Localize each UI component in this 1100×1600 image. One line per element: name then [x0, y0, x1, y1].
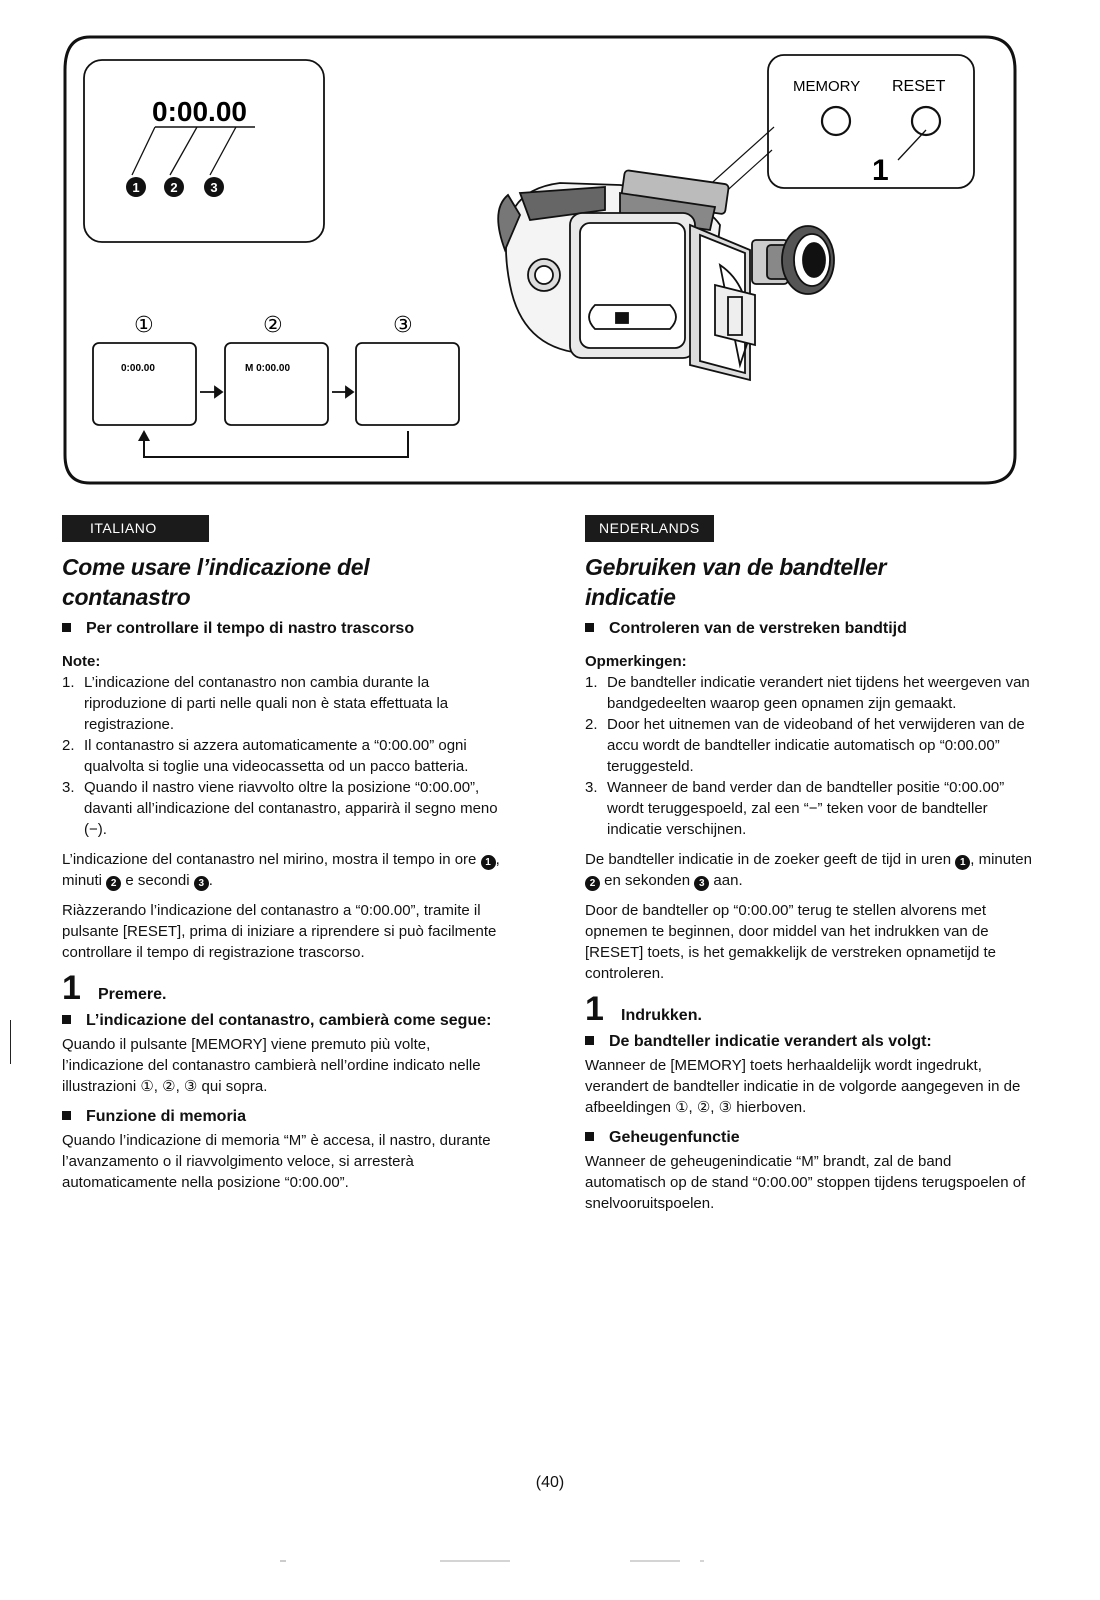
step: 1 Indrukken. — [585, 990, 702, 1028]
return-loop-arrow — [144, 431, 408, 457]
language-tag: ITALIANO — [62, 515, 209, 542]
counter-display-text: 0:00.00 — [152, 96, 247, 127]
list-item: 1. L’indicazione del contanastro non cambia durante la riproduzione di parti nelle quali non è stata effettuata la registrazione. — [62, 674, 449, 733]
seq-screen-2 — [225, 343, 328, 425]
arrow-right-icon — [332, 387, 353, 397]
seq-screen-1 — [93, 343, 196, 425]
paragraph: L’indicazione del contanastro nel mirino, mostra il tempo in ore 1 , minuti 2 e secondi 3 . — [62, 851, 500, 889]
list-item: 3. Quando il nastro viene riavvolto oltre la posizione “0:00.00”, davanti all’indicazione del contanastro, apparirà il segno meno (−). — [62, 779, 498, 838]
language-tag: NEDERLANDS — [585, 515, 714, 542]
subheading: De bandteller indicatie verandert als volgt: — [585, 1031, 1035, 1052]
subheading: Controleren van de verstreken bandtijd — [585, 618, 1035, 639]
section-title: Gebruiken van de bandteller indicatie — [585, 554, 887, 610]
dutch-column — [585, 515, 1035, 1214]
svg-text:M 0:00.00: M 0:00.00 — [245, 363, 291, 374]
circled-two-icon: 2 — [585, 876, 600, 891]
circled-number-3 — [204, 177, 224, 197]
camcorder-illustration — [60, 35, 1020, 495]
list-item: 1. De bandteller indicatie verandert niet tijdens het weergeven van bandgedeelten waarop geen opnamen zijn gemaakt. — [585, 674, 1030, 712]
svg-text:1: 1 — [132, 180, 140, 195]
seq-label-2: ② — [263, 313, 283, 338]
subheading: Geheugenfunctie — [585, 1127, 1035, 1148]
circled-three-icon: 3 — [694, 876, 709, 891]
notes-list — [62, 672, 502, 840]
circled-number-2 — [164, 177, 184, 197]
notes-list — [585, 672, 1035, 840]
scan-specks — [280, 1558, 920, 1564]
subheading: L’indicazione del contanastro, cambierà come segue: — [62, 1010, 502, 1031]
memory-label: MEMORY — [793, 78, 861, 95]
list-item: 3. Wanneer de band verder dan de bandteller positie “0:00.00” wordt teruggespoeld, zal een “−” teken voor de bandteller indicatie verschijnen. — [585, 779, 1005, 838]
reset-label: RESET — [892, 78, 946, 95]
arrow-up-icon — [138, 430, 150, 441]
notes-heading: Note: — [62, 653, 101, 670]
subheading: Funzione di memoria — [62, 1106, 502, 1127]
list-item: 2. Door het uitnemen van de videoband of het verwijderen van de accu wordt de bandteller indicatie automatisch op “0:00.00” teruggesteld. — [585, 716, 1025, 775]
seq-label-3: ③ — [393, 313, 413, 338]
paragraph: Quando il pulsante [MEMORY] viene premuto più volte, l’indicazione del contanastro cambierà nell’ordine indicato nelle illustrazioni ①, ②, ③ qui sopra. — [62, 1036, 481, 1095]
step: 1 Premere. — [62, 969, 167, 1007]
notes-heading: Opmerkingen: — [585, 653, 687, 670]
counter-display-inset — [84, 60, 324, 242]
buttons-inset — [768, 55, 974, 188]
paragraph: Wanneer de [MEMORY] toets herhaaldelijk wordt ingedrukt, verandert de bandteller indicatie in de volgorde aangegeven in de afbeeldingen ①, ②, ③ hierboven. — [585, 1057, 1021, 1116]
circled-one-icon: 1 — [481, 855, 496, 870]
camcorder-drawing — [498, 170, 834, 380]
paragraph: Door de bandteller op “0:00.00” terug te stellen alvorens met opnemen te beginnen, door middel van het indrukken van de [RESET] toets, is het gemakkelijk de verstreken opnametijd te controleren. — [585, 902, 997, 982]
circled-number-1 — [126, 177, 146, 197]
circled-two-icon: 2 — [106, 876, 121, 891]
margin-line — [10, 1020, 11, 1064]
seq-label-1: ① — [134, 313, 154, 338]
paragraph: Quando l’indicazione di memoria “M” è accesa, il nastro, durante l’avanzamento o il riavvolgimento veloce, si arresterà automaticamente nella posizione “0:00.00”. — [62, 1132, 491, 1191]
list-item: 2. Il contanastro si azzera automaticamente a “0:00.00” ogni qualvolta si toglie una videocassetta od un pacco batteria. — [62, 737, 469, 775]
paragraph: De bandteller indicatie in de zoeker geeft de tijd in uren 1 , minuten 2 en sekonden 3 aan. — [585, 851, 1032, 889]
arrow-right-icon — [200, 387, 222, 397]
page-number: (40) — [535, 1474, 565, 1491]
step-number-label: 1 — [872, 154, 889, 187]
circled-three-icon: 3 — [194, 876, 209, 891]
circled-one-icon: 1 — [955, 855, 970, 870]
svg-text:0:00.00: 0:00.00 — [121, 363, 155, 374]
paragraph: Wanneer de geheugenindicatie “M” brandt, zal de band automatisch op de stand “0:00.00” stoppen tijdens terugspoelen of snelvooruitspoelen. — [585, 1153, 1026, 1212]
paragraph: Riàzzerando l’indicazione del contanastro a “0:00.00”, tramite il pulsante [RESET], prima di iniziare a riprendere si può facilmente controllare il tempo di registrazione trascorso. — [62, 902, 497, 961]
seq-screen-3 — [356, 343, 459, 425]
italian-column — [62, 515, 502, 1193]
subheading: Per controllare il tempo di nastro trascorso — [62, 618, 502, 639]
section-title: Come usare l’indicazione del contanastro — [62, 554, 370, 610]
svg-text:3: 3 — [210, 180, 218, 195]
svg-text:2: 2 — [170, 180, 178, 195]
